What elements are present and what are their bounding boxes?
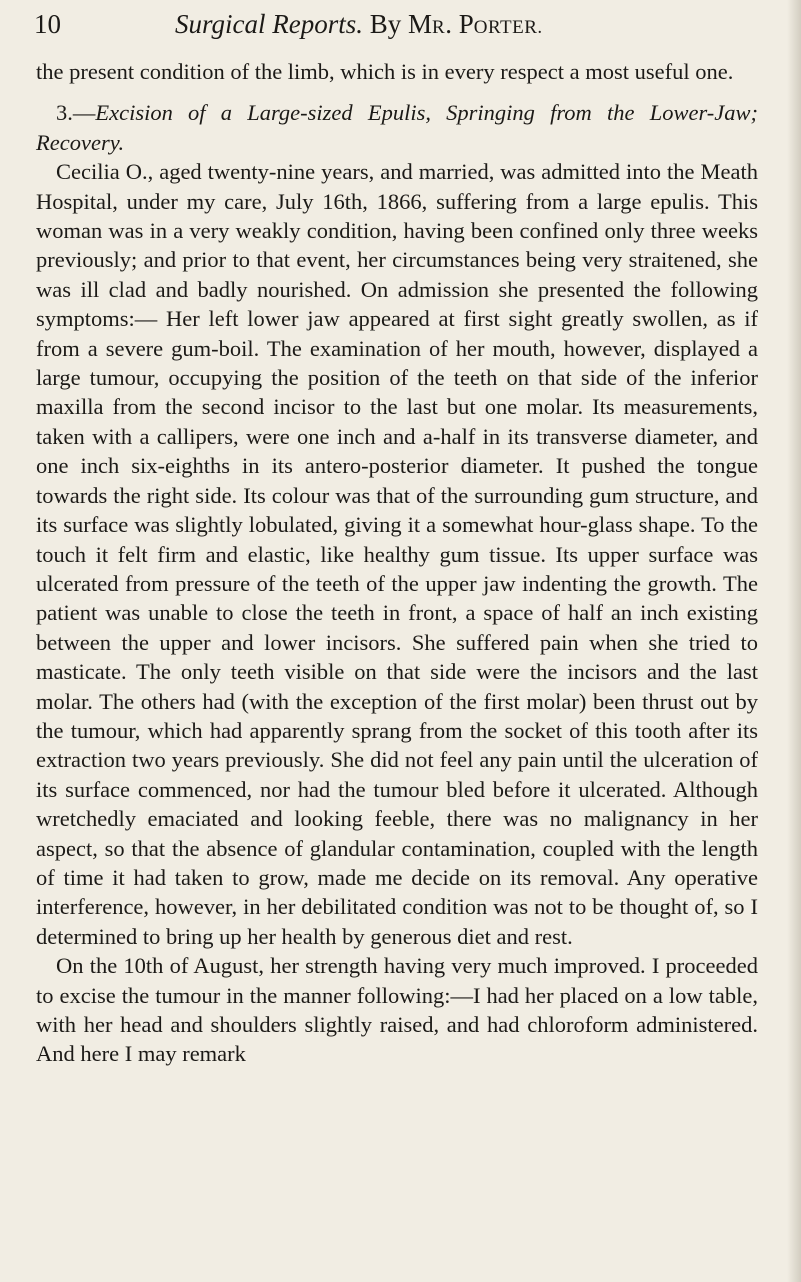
running-title xyxy=(175,4,543,48)
page-number: 10 xyxy=(34,9,61,39)
case-paragraph-2: On the 10th of August, her strength having very much improved. I proceeded to excise the tumour in the manner following:—I had her placed on a low table, with her head and shoulders slightly raised, and had chloroform administered. And here I may remark xyxy=(36,953,758,1067)
running-title-italic: Surgical Reports. xyxy=(175,9,363,39)
case-number: 3.— xyxy=(56,100,96,126)
case-heading xyxy=(36,98,758,157)
page-edge-shadow xyxy=(787,0,801,1282)
body-text xyxy=(36,57,758,1069)
running-r: R xyxy=(432,17,446,38)
running-author: ORTER. xyxy=(473,17,543,38)
continuation-paragraph: the present condition of the limb, which is in every respect a most useful one. xyxy=(36,59,734,84)
case-title: Excision of a Large-sized Epulis, Springing from the Lower-Jaw; Recovery. xyxy=(36,100,758,155)
case-paragraph-1: Cecilia O., aged twenty-nine years, and married, was admitted into the Meath Hospital, under my care, July 16th, 1866, suffering from a large epulis. This woman was in a very weakly condition, having been confined only three weeks previously; and prior to that event, her circumstances being very straitened, she was ill clad and badly nourished. On admission she presented the following symptoms:— Her left lower jaw appeared at first sight greatly swollen, as if from a severe gum-boil. The examination of her mouth, however, displayed a large tumour, occupying the position of the teeth on that side of the inferior maxilla from the second incisor to the last but one molar. Its measurements, taken with a callipers, were one inch and a-half in its transverse diameter, and one inch six-eighths in its antero-posterior diameter. It pushed the tongue towards the right side. Its colour was that of the surrounding gum structure, and its surface was slightly lobulated, giving it a somewhat hour-glass shape. To the touch it felt firm and elastic, like healthy gum tissue. Its upper surface was ulcerated from pressure of the teeth of the upper jaw indenting the growth. The patient was unable to close the teeth in front, a space of half an inch existing between the upper and lower incisors. She suffered pain when she tried to masticate. The only teeth visible on that side were the incisors and the last molar. The others had (with the exception of the first molar) been thrust out by the tumour, which had apparently sprang from the socket of this tooth after its extraction two years previously. She did not feel any pain until the ulceration of its surface commenced, nor had the tumour bled before it ulcerated. Although wretchedly emaciated and looking feeble, there was no malignancy in her aspect, so that the absence of glandular contamination, coupled with the length of time it had taken to grow, made me decide on its removal. Any operative interference, however, in her debilitated condition was not to be thought of, so I determined to bring up her health by generous diet and rest. xyxy=(36,159,758,949)
running-by: By M xyxy=(369,9,433,39)
running-dot: . P xyxy=(445,9,474,39)
running-header xyxy=(34,4,754,44)
